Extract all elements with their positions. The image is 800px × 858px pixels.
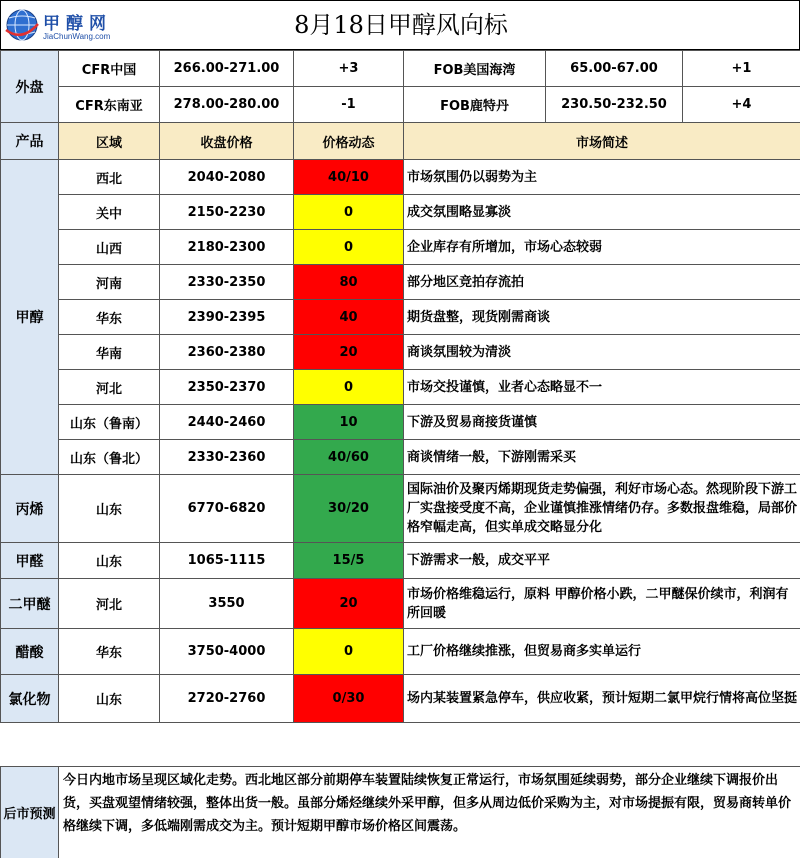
desc-cell: 市场氛围仍以弱势为主 xyxy=(404,160,800,195)
region-cell: 山东（鲁南） xyxy=(59,405,160,440)
desc-cell: 期货盘整，现货刚需商谈 xyxy=(404,300,800,335)
product-cell: 氯化物 xyxy=(1,675,59,723)
overseas-left-change: -1 xyxy=(294,87,404,123)
product-cell: 丙烯 xyxy=(1,475,59,543)
change-cell: 20 xyxy=(294,335,404,370)
region-cell: 山西 xyxy=(59,230,160,265)
price-cell: 2350-2370 xyxy=(160,370,294,405)
desc-cell: 市场交投谨慎，业者心态略显不一 xyxy=(404,370,800,405)
change-cell: 0 xyxy=(294,195,404,230)
price-cell: 2180-2300 xyxy=(160,230,294,265)
price-cell: 2390-2395 xyxy=(160,300,294,335)
change-cell: 40 xyxy=(294,300,404,335)
table-row xyxy=(1,230,800,265)
table-row xyxy=(1,160,800,195)
desc-cell: 场内某装置紧急停车，供应收紧，预计短期二氯甲烷行情将高位坚挺 xyxy=(404,675,800,723)
col-price: 收盘价格 xyxy=(160,123,294,160)
overseas-right-price: 65.00-67.00 xyxy=(546,51,683,87)
overseas-label: 外盘 xyxy=(1,51,59,123)
desc-cell: 市场价格维稳运行，原料 甲醇价格小跌，二甲醚保价续市，利润有所回暖 xyxy=(404,579,800,629)
price-cell: 2330-2350 xyxy=(160,265,294,300)
desc-cell: 部分地区竞拍存流拍 xyxy=(404,265,800,300)
product-cell: 醋酸 xyxy=(1,629,59,675)
col-change: 价格动态 xyxy=(294,123,404,160)
overseas-right-change: +1 xyxy=(683,51,800,87)
col-region: 区域 xyxy=(59,123,160,160)
page-title: 8月18日甲醇风向标 xyxy=(294,11,508,39)
price-cell: 2440-2460 xyxy=(160,405,294,440)
price-cell: 3550 xyxy=(160,579,294,629)
col-product: 产品 xyxy=(1,123,59,160)
region-cell: 华东 xyxy=(59,300,160,335)
change-cell: 80 xyxy=(294,265,404,300)
overseas-right-name: FOB鹿特丹 xyxy=(404,87,546,123)
change-cell: 0 xyxy=(294,629,404,675)
table-row xyxy=(1,195,800,230)
region-cell: 关中 xyxy=(59,195,160,230)
table-row xyxy=(1,543,800,579)
overseas-left-change: +3 xyxy=(294,51,404,87)
change-cell: 20 xyxy=(294,579,404,629)
logo-domain: JiaChunWang.com xyxy=(43,32,111,41)
desc-cell: 下游及贸易商接货谨慎 xyxy=(404,405,800,440)
region-cell: 山东 xyxy=(59,543,160,579)
change-cell: 40/10 xyxy=(294,160,404,195)
table-row xyxy=(1,629,800,675)
desc-cell: 国际油价及聚丙烯期现货走势偏强，利好市场心态。然现阶段下游工厂实盘接受度不高，企业谨慎推涨情绪仍存。多数报盘维稳，局部价格窄幅走高，但实单成交略显分化 xyxy=(404,475,800,543)
price-cell: 2720-2760 xyxy=(160,675,294,723)
region-cell: 河南 xyxy=(59,265,160,300)
overseas-row xyxy=(1,51,800,87)
price-cell: 2330-2360 xyxy=(160,440,294,475)
region-cell: 河北 xyxy=(59,370,160,405)
change-cell: 0/30 xyxy=(294,675,404,723)
desc-cell: 下游需求一般，成交平平 xyxy=(404,543,800,579)
product-methanol: 甲醇 xyxy=(1,160,59,475)
change-cell: 10 xyxy=(294,405,404,440)
table-row xyxy=(1,579,800,629)
change-cell: 15/5 xyxy=(294,543,404,579)
region-cell: 山东 xyxy=(59,675,160,723)
region-cell: 山东 xyxy=(59,475,160,543)
desc-cell: 企业库存有所增加，市场心态较弱 xyxy=(404,230,800,265)
region-cell: 西北 xyxy=(59,160,160,195)
region-cell: 华南 xyxy=(59,335,160,370)
table-row xyxy=(1,300,800,335)
overseas-right-change: +4 xyxy=(683,87,800,123)
change-cell: 40/60 xyxy=(294,440,404,475)
domestic-table xyxy=(0,122,800,723)
overseas-right-price: 230.50-232.50 xyxy=(546,87,683,123)
desc-cell: 商谈情绪一般，下游刚需采买 xyxy=(404,440,800,475)
product-cell: 二甲醚 xyxy=(1,579,59,629)
overseas-table xyxy=(0,50,800,123)
change-cell: 30/20 xyxy=(294,475,404,543)
logo-text: 甲醇网 xyxy=(43,14,112,34)
table-row xyxy=(1,440,800,475)
region-cell: 河北 xyxy=(59,579,160,629)
change-cell: 0 xyxy=(294,230,404,265)
column-header-row xyxy=(1,123,800,160)
table-row xyxy=(1,405,800,440)
price-cell: 2360-2380 xyxy=(160,335,294,370)
region-cell: 山东（鲁北） xyxy=(59,440,160,475)
change-cell: 0 xyxy=(294,370,404,405)
overseas-left-price: 266.00-271.00 xyxy=(160,51,294,87)
desc-cell: 成交氛围略显寡淡 xyxy=(404,195,800,230)
price-cell: 3750-4000 xyxy=(160,629,294,675)
table-row xyxy=(1,370,800,405)
forecast-row xyxy=(1,767,800,858)
price-cell: 6770-6820 xyxy=(160,475,294,543)
header-banner xyxy=(0,0,800,50)
region-cell: 华东 xyxy=(59,629,160,675)
overseas-left-name: CFR东南亚 xyxy=(59,87,160,123)
table-row xyxy=(1,675,800,723)
col-desc: 市场简述 xyxy=(404,123,800,160)
product-cell: 甲醛 xyxy=(1,543,59,579)
price-cell: 1065-1115 xyxy=(160,543,294,579)
price-cell: 2150-2230 xyxy=(160,195,294,230)
overseas-left-name: CFR中国 xyxy=(59,51,160,87)
overseas-row xyxy=(1,87,800,123)
desc-cell: 工厂价格继续推涨，但贸易商多实单运行 xyxy=(404,629,800,675)
forecast-label: 后市预测 xyxy=(1,767,59,858)
price-cell: 2040-2080 xyxy=(160,160,294,195)
forecast-table xyxy=(0,766,800,858)
forecast-text: 今日内地市场呈现区域化走势。西北地区部分前期停车装置陆续恢复正常运行，市场氛围延续弱势，部分企业继续下调报价出货，买盘观望情绪较强，整体出货一般。虽部分烯烃继续外采甲醇，但多从周边低价采购为主，对市场提振有限，贸易商转单价格继续下调，多低端刚需成交为主。预计短期甲醇市场价格区间震荡。 xyxy=(59,767,800,858)
table-row xyxy=(1,265,800,300)
table-row xyxy=(1,335,800,370)
overseas-left-price: 278.00-280.00 xyxy=(160,87,294,123)
table-row xyxy=(1,475,800,543)
desc-cell: 商谈氛围较为清淡 xyxy=(404,335,800,370)
overseas-right-name: FOB美国海湾 xyxy=(404,51,546,87)
